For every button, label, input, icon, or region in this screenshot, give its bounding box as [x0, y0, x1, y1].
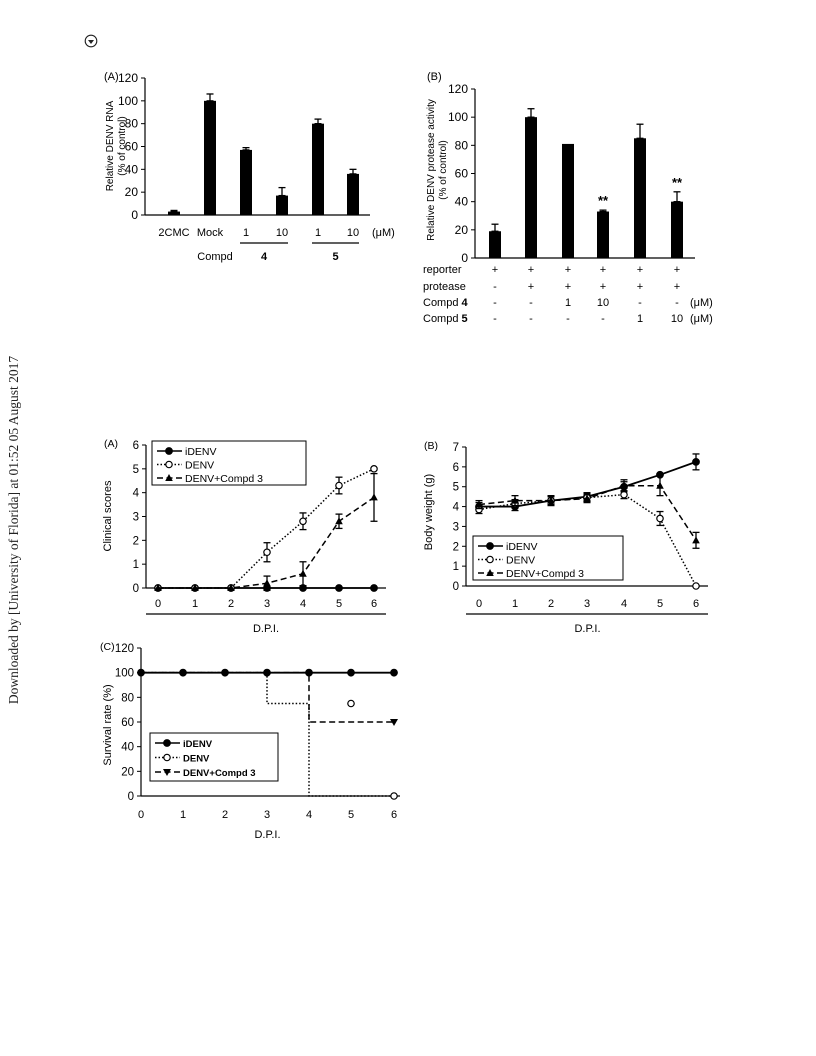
y-tick-label: 4: [452, 501, 459, 514]
y-axis-label: Survival rate (%): [102, 684, 114, 766]
data-point: [348, 669, 355, 676]
category-label: 1: [242, 227, 250, 239]
y-tick-label: 80: [124, 116, 138, 131]
figure2-panel-b-body-weight-chart: [423, 440, 708, 635]
condition-unit: (μM): [690, 313, 713, 325]
bar: [671, 202, 683, 258]
y-tick-label: 7: [452, 442, 459, 454]
condition-cell: -: [493, 297, 497, 309]
x-tick-label: 3: [263, 598, 271, 610]
condition-cell: +: [527, 281, 535, 293]
x-axis-label: D.P.I.: [254, 829, 281, 841]
data-point: [370, 493, 378, 500]
condition-cell: +: [636, 281, 644, 293]
category-label: Mock: [196, 227, 224, 239]
data-point: [299, 570, 307, 577]
x-tick-label: 5: [335, 598, 343, 610]
figure2-panel-c-survival-chart: [100, 641, 400, 841]
bar: [312, 124, 324, 215]
data-point: [693, 583, 699, 589]
condition-cell: +: [564, 281, 572, 293]
figure1-panel-b-protease-chart: [423, 71, 713, 325]
legend-label: DENV: [185, 459, 215, 472]
significance-label: **: [597, 193, 609, 209]
legend-label: DENV: [183, 753, 210, 765]
condition-compound-number: 5: [461, 313, 468, 325]
y-tick-label: 0: [132, 583, 139, 595]
panel-label: (B): [427, 71, 442, 83]
download-watermark-text: Downloaded by [University of Florida] at 01:52 05 August 2017: [6, 355, 21, 705]
condition-cell: -: [601, 313, 605, 325]
legend-label: DENV: [506, 554, 536, 567]
y-tick-label: 100: [114, 667, 134, 680]
y-tick-label: 120: [114, 643, 134, 655]
y-tick-label: 60: [124, 139, 138, 154]
condition-compound-number: 4: [461, 297, 468, 309]
data-point: [264, 549, 270, 555]
y-tick-label: 20: [124, 185, 138, 200]
y-tick-label: 40: [121, 741, 134, 754]
condition-row-label: Compd 5: [423, 313, 468, 325]
y-axis-label-line1: Relative DENV protease activity: [426, 99, 437, 241]
y-tick-label: 6: [452, 461, 459, 474]
data-point: [391, 669, 398, 676]
condition-cell: -: [566, 313, 570, 325]
y-axis-label: Clinical scores: [102, 480, 114, 552]
y-axis-label-line1: Relative DENV RNA: [105, 100, 116, 192]
x-tick-label: 4: [305, 809, 313, 821]
x-tick-label: 4: [620, 598, 628, 610]
condition-unit: (μM): [690, 297, 713, 309]
condition-cell: 1: [636, 313, 644, 325]
y-tick-label: 80: [121, 692, 134, 705]
figure1-panel-a-rna-chart: [104, 71, 395, 263]
data-point: [371, 585, 378, 592]
figure2-panel-a-clinical-scores-chart: [102, 438, 386, 635]
y-tick-label: 40: [124, 162, 138, 177]
legend-marker: [487, 543, 494, 550]
bar: [204, 101, 216, 215]
data-point: [692, 536, 700, 543]
y-tick-label: 0: [452, 581, 459, 593]
significance-label: **: [671, 174, 683, 190]
x-tick-label: 3: [263, 809, 271, 821]
x-tick-label: 1: [511, 598, 519, 610]
condition-cell: -: [493, 281, 497, 293]
x-tick-label: 6: [390, 809, 398, 821]
group-label: Compd: [197, 251, 233, 263]
data-point: [348, 700, 354, 706]
bar: [276, 196, 288, 215]
y-tick-label: 100: [447, 110, 468, 125]
condition-row-label: reporter: [423, 264, 462, 276]
y-tick-label: 5: [132, 463, 139, 476]
bar: [634, 138, 646, 258]
x-tick-label: 0: [154, 598, 162, 610]
legend-label: DENV+Compd 3: [183, 768, 256, 779]
x-tick-label: 2: [227, 598, 235, 610]
y-tick-label: 0: [461, 251, 468, 265]
y-tick-label: 120: [117, 71, 138, 85]
legend-marker: [164, 754, 170, 760]
y-tick-label: 20: [121, 766, 134, 779]
y-tick-label: 0: [127, 791, 134, 803]
data-point: [336, 482, 342, 488]
condition-row-label: protease: [423, 281, 466, 293]
y-tick-label: 2: [452, 541, 459, 554]
condition-cell: +: [564, 264, 572, 276]
category-label: 10: [275, 227, 289, 239]
x-tick-label: 0: [137, 809, 145, 821]
condition-cell: +: [599, 281, 607, 293]
bar: [347, 174, 359, 215]
data-point: [657, 515, 663, 521]
panel-label: (A): [104, 438, 118, 450]
category-label: 1: [314, 227, 322, 239]
legend-marker: [166, 461, 172, 467]
legend-marker: [166, 448, 173, 455]
legend-label: iDENV: [185, 446, 217, 458]
x-tick-label: 5: [347, 809, 355, 821]
data-point: [336, 585, 343, 592]
data-point: [263, 579, 271, 586]
x-axis-label: D.P.I.: [574, 623, 601, 635]
x-tick-label: 6: [370, 598, 378, 610]
category-label: 2CMC: [158, 227, 190, 239]
condition-cell: +: [673, 264, 681, 276]
condition-cell: +: [527, 264, 535, 276]
bar: [562, 144, 574, 258]
y-axis-label-line2: (% of control): [438, 140, 449, 200]
condition-cell: +: [673, 281, 681, 293]
condition-cell: -: [529, 313, 533, 325]
condition-cell: +: [491, 264, 499, 276]
x-tick-label: 1: [191, 598, 199, 610]
y-tick-label: 60: [121, 717, 134, 729]
condition-cell: +: [599, 264, 607, 276]
data-point: [391, 793, 397, 799]
panel-label: (A): [104, 71, 119, 83]
condition-cell: -: [493, 313, 497, 325]
condition-cell: 1: [564, 297, 572, 309]
legend-label: iDENV: [183, 739, 213, 750]
data-point: [621, 491, 627, 497]
y-tick-label: 80: [454, 138, 468, 153]
category-label: 10: [346, 227, 360, 239]
data-point: [335, 517, 343, 524]
y-tick-label: 100: [117, 93, 138, 108]
y-axis-label: Body weight (g): [423, 473, 435, 551]
legend-marker: [164, 740, 171, 747]
panel-label: (C): [100, 641, 115, 653]
y-tick-label: 0: [131, 208, 138, 222]
condition-cell: 10: [670, 313, 684, 325]
y-tick-label: 1: [452, 561, 459, 574]
bar: [240, 150, 252, 215]
y-tick-label: 6: [132, 440, 139, 452]
legend-marker: [487, 556, 493, 562]
x-tick-label: 0: [475, 598, 483, 610]
x-tick-label: 1: [179, 809, 187, 821]
y-tick-label: 60: [454, 166, 468, 181]
y-tick-label: 4: [132, 487, 139, 500]
y-tick-label: 3: [132, 511, 139, 524]
data-point: [693, 458, 700, 465]
x-tick-label: 2: [221, 809, 229, 821]
panel-label: (B): [424, 440, 438, 452]
condition-cell: -: [675, 297, 679, 309]
x-tick-label: 2: [547, 598, 555, 610]
x-tick-label: 6: [692, 598, 700, 610]
condition-cell: 10: [596, 297, 610, 309]
data-point: [300, 518, 306, 524]
x-axis-label: D.P.I.: [252, 623, 280, 635]
legend-label: DENV+Compd 3: [506, 568, 584, 580]
condition-row-label: Compd 4: [423, 297, 468, 309]
condition-cell: -: [638, 297, 642, 309]
condition-cell: -: [529, 297, 533, 309]
y-tick-label: 20: [454, 222, 468, 237]
bar: [525, 117, 537, 258]
y-tick-label: 40: [454, 194, 468, 209]
unit-label: (μM): [372, 227, 395, 239]
y-tick-label: 120: [447, 82, 468, 96]
y-tick-label: 3: [452, 521, 459, 534]
y-axis-label-line2: (% of control): [117, 116, 128, 176]
x-tick-label: 3: [583, 598, 591, 610]
legend-label: DENV+Compd 3: [185, 473, 263, 485]
group-name: 4: [260, 251, 268, 263]
legend-label: iDENV: [506, 541, 538, 553]
y-tick-label: 5: [452, 481, 459, 494]
bar: [597, 212, 609, 258]
condition-cell: +: [636, 264, 644, 276]
bar: [489, 231, 501, 258]
data-point: [371, 466, 377, 472]
group-name: 5: [332, 251, 339, 263]
y-tick-label: 2: [132, 535, 139, 548]
x-tick-label: 5: [656, 598, 664, 610]
y-tick-label: 1: [132, 559, 139, 572]
x-tick-label: 4: [299, 598, 307, 610]
